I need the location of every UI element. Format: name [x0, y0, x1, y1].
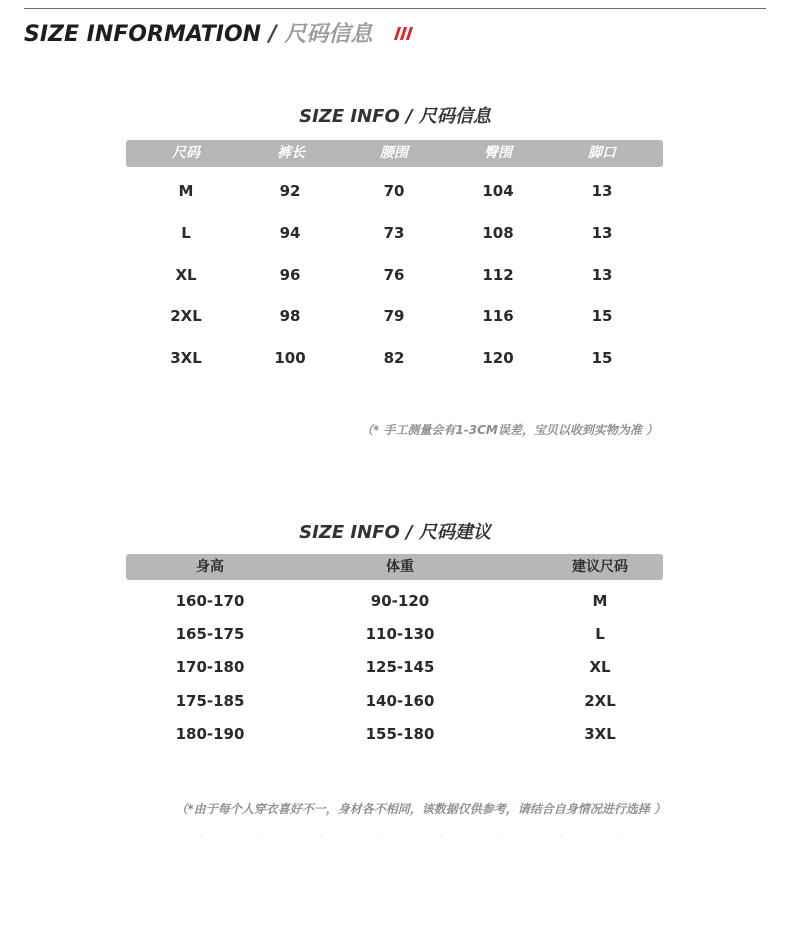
size-table-title: SIZE INFO / 尺码信息 [299, 106, 491, 127]
length-cell: 94 [279, 224, 301, 242]
recommend-table-row [126, 655, 663, 679]
red-stripes-icon [396, 18, 414, 50]
waist-cell: 76 [383, 266, 405, 284]
length-cell: 96 [279, 266, 301, 284]
recommend-table-row [126, 589, 663, 613]
weight-cell: 155-180 [365, 725, 435, 743]
recommend-table-row [126, 689, 663, 713]
recommend-table-row [126, 622, 663, 646]
height-cell: 170-180 [175, 658, 245, 676]
hip-col-header: 臀围 [484, 145, 512, 161]
size-cell: 3XL [170, 349, 202, 367]
size-table-row [126, 304, 663, 328]
recommend-table-header [126, 554, 663, 580]
length-cell: 100 [274, 349, 306, 367]
faint-divider [200, 834, 640, 836]
page-title [24, 19, 414, 51]
height-cell: 175-185 [175, 692, 245, 710]
waist-cell: 82 [383, 349, 405, 367]
recommended-size-cell: 2XL [584, 692, 616, 710]
size-table-row [126, 221, 663, 245]
size-table-row [126, 179, 663, 203]
size-table-header [126, 140, 663, 167]
recommended-size-cell: M [592, 592, 608, 610]
hip-cell: 120 [482, 349, 514, 367]
size-cell: M [178, 182, 194, 200]
height-cell: 160-170 [175, 592, 245, 610]
weight-cell: 90-120 [370, 592, 430, 610]
size-cell: XL [175, 266, 197, 284]
length-cell: 92 [279, 182, 301, 200]
waist-cell: 70 [383, 182, 405, 200]
size-cell: L [181, 224, 191, 242]
weight-cell: 140-160 [365, 692, 435, 710]
height-col-header: 身高 [196, 559, 224, 575]
recommend-table-row [126, 722, 663, 746]
page-title-zh: 尺码信息 [284, 22, 373, 47]
recommended-size-cell: XL [589, 658, 611, 676]
waist-cell: 73 [383, 224, 405, 242]
size-table-row [126, 346, 663, 370]
hem-cell: 13 [591, 266, 613, 284]
hip-cell: 112 [482, 266, 514, 284]
waist-col-header: 腰围 [380, 145, 408, 161]
page-title-separator: / [261, 22, 285, 47]
size-col-header: 尺码 [172, 145, 200, 161]
hem-cell: 15 [591, 349, 613, 367]
waist-cell: 79 [383, 307, 405, 325]
height-cell: 165-175 [175, 625, 245, 643]
recommend-table-title: SIZE INFO / 尺码建议 [299, 522, 491, 543]
recommendation-note: （*由于每个人穿衣喜好不一，身材各不相同，该数据仅供参考，请结合自身情况进行选择 ） [175, 802, 666, 816]
hip-cell: 108 [482, 224, 514, 242]
measurement-note: （* 手工测量会有1-3CM误差，宝贝以收到实物为准 ） [360, 423, 658, 437]
height-cell: 180-190 [175, 725, 245, 743]
length-col-header: 裤长 [277, 145, 305, 161]
hem-cell: 15 [591, 307, 613, 325]
weight-col-header: 体重 [386, 559, 414, 575]
weight-cell: 110-130 [365, 625, 435, 643]
length-cell: 98 [279, 307, 301, 325]
recommended-size-col-header: 建议尺码 [572, 559, 628, 575]
page-title-en: SIZE INFORMATION [24, 22, 262, 47]
hem-col-header: 脚口 [588, 145, 616, 161]
weight-cell: 125-145 [365, 658, 435, 676]
recommended-size-cell: 3XL [584, 725, 616, 743]
hem-cell: 13 [591, 224, 613, 242]
hip-cell: 116 [482, 307, 514, 325]
size-table-row [126, 263, 663, 287]
size-cell: 2XL [170, 307, 202, 325]
recommended-size-cell: L [595, 625, 605, 643]
top-divider [24, 8, 766, 9]
hip-cell: 104 [482, 182, 514, 200]
hem-cell: 13 [591, 182, 613, 200]
